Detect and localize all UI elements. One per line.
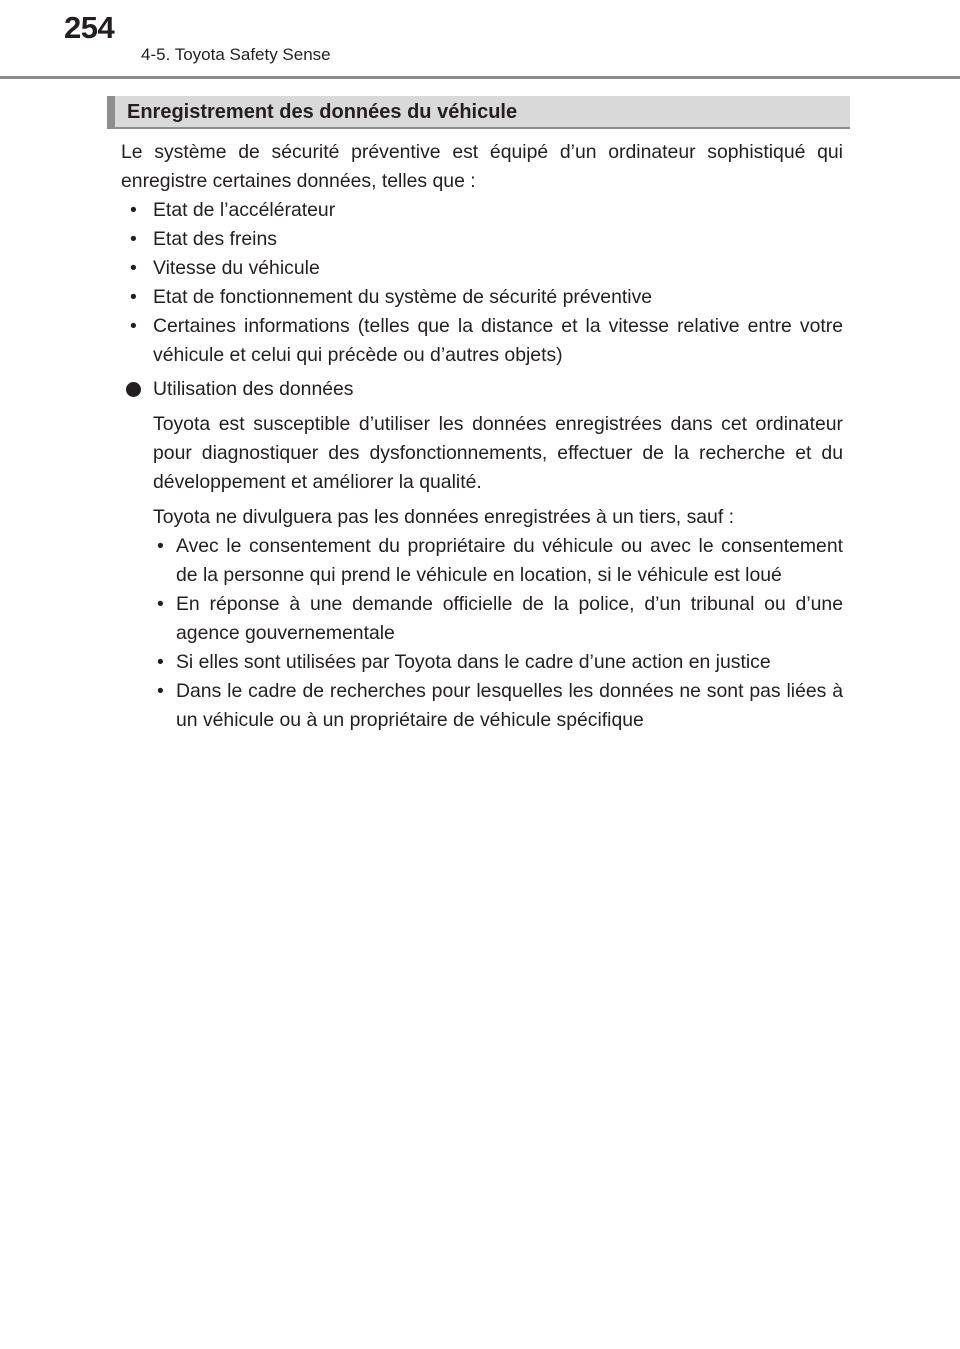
list-item: • Certaines informations (telles que la distance et la vitesse relative entre votre véhicule et celui qui précède ou d’autres objets) — [121, 312, 843, 370]
list-item: • Dans le cadre de recherches pour lesquelles les données ne sont pas liées à un véhicule ou à un propriétaire de véhicule spécifique — [153, 677, 843, 735]
list-item: • Etat des freins — [121, 225, 843, 254]
disclosure-exceptions-list — [153, 532, 843, 735]
recorded-data-list — [121, 196, 843, 370]
page-number: 254 — [64, 10, 115, 45]
section-header — [107, 96, 850, 129]
filled-circle-bullet-icon — [126, 382, 141, 397]
list-item: • En réponse à une demande officielle de la police, d’un tribunal ou d’une agence gouvernementale — [153, 590, 843, 648]
document-body — [121, 138, 843, 735]
intro-paragraph: Le système de sécurité préventive est équipé d’un ordinateur sophistiqué qui enregistre certaines données, telles que : — [121, 141, 843, 192]
usage-paragraph: Toyota est susceptible d’utiliser les données enregistrées dans cet ordinateur pour diagnostiquer des dysfonctionnements, effectuer de la recherche et du développement et améliorer la qualité. — [153, 413, 843, 493]
usage-section — [121, 410, 843, 735]
section-header-accent-bar — [107, 96, 115, 127]
usage-heading — [121, 375, 843, 404]
list-item: • Etat de l’accélérateur — [121, 196, 843, 225]
chapter-title: 4-5. Toyota Safety Sense — [141, 45, 331, 64]
disclosure-paragraph: Toyota ne divulguera pas les données enregistrées à un tiers, sauf : — [153, 506, 734, 528]
list-item: • Vitesse du véhicule — [121, 254, 843, 283]
section-title: Enregistrement des données du véhicule — [127, 101, 518, 123]
usage-heading-label: Utilisation des données — [153, 378, 354, 400]
list-item: • Si elles sont utilisées par Toyota dans le cadre d’une action en justice — [153, 648, 843, 677]
list-item: • Etat de fonctionnement du système de sécurité préventive — [121, 283, 843, 312]
list-item: • Avec le consentement du propriétaire du véhicule ou avec le consentement de la personne qui prend le véhicule en location, si le véhicule est loué — [153, 532, 843, 590]
header-divider — [0, 76, 960, 79]
